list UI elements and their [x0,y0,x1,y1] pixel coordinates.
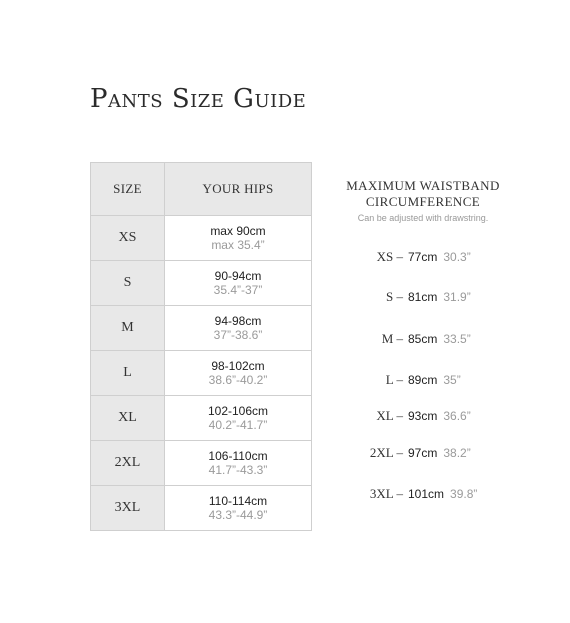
waistband-heading-line2: CIRCUMFERENCE [365,194,481,209]
waistband-item [330,373,480,387]
table-header-row [91,163,312,216]
waistband-heading [335,178,511,210]
waistband-in: 35” [443,373,461,387]
hips-in: 40.2”-41.7” [208,418,268,432]
waistband-cm: 97cm [408,446,438,460]
page-title: Pants Size Guide [90,84,307,114]
hips-cm: 110-114cm [208,494,268,508]
table-row [91,351,312,396]
hips-cm: 102-106cm [207,404,269,418]
waistband-cm: 93cm [408,409,438,423]
waistband-cm: 85cm [408,332,438,346]
size-cell: 3XL [91,486,165,531]
waistband-size: M – [381,331,403,346]
hips-cm: 106-110cm [208,449,268,463]
hips-in: 41.7”-43.3” [208,463,268,477]
hips-cell [165,216,312,261]
waistband-in: 33.5” [443,332,471,346]
hips-in: 35.4”-37” [213,283,263,297]
table-row [91,216,312,261]
hips-in: 38.6”-40.2” [208,373,268,387]
waistband-size: XS – [376,249,403,264]
waistband-note: Can be adjusted with drawstring. [357,213,489,223]
waistband-in: 38.2” [443,446,471,460]
table-row [91,396,312,441]
hips-cell [165,486,312,531]
waistband-heading-line1: MAXIMUM WAISTBAND [346,178,500,193]
hips-cell [165,351,312,396]
waistband-item [330,409,480,423]
waistband-size: 3XL – [369,486,403,501]
waistband-cm: 81cm [408,290,438,304]
size-column-header: SIZE [91,163,165,216]
waistband-in: 39.8” [450,487,478,501]
hips-cm: max 90cm [210,224,266,238]
table-row [91,306,312,351]
waistband-in: 31.9” [443,290,471,304]
table-row [91,486,312,531]
hips-size-table [90,162,312,531]
waistband-item [330,250,480,264]
table-row [91,261,312,306]
hips-cell [165,396,312,441]
hips-cm: 94-98cm [214,314,262,328]
hips-cell [165,261,312,306]
hips-cm: 90-94cm [214,269,262,283]
size-cell: XS [91,216,165,261]
hips-in: 43.3”-44.9” [208,508,268,522]
waistband-cm: 101cm [408,487,445,501]
waistband-item [330,332,480,346]
waistband-item [330,290,480,304]
hips-in: max 35.4” [211,238,265,252]
hips-cell [165,441,312,486]
size-cell: XL [91,396,165,441]
size-cell: M [91,306,165,351]
waistband-cm: 77cm [408,250,438,264]
waistband-item [330,446,480,460]
waistband-item [330,487,480,501]
size-cell: S [91,261,165,306]
size-cell: L [91,351,165,396]
waistband-size: 2XL – [369,445,403,460]
waistband-size: S – [386,289,403,304]
waistband-cm: 89cm [408,373,438,387]
waistband-size: L – [385,372,403,387]
waistband-size: XL – [376,408,403,423]
table-row [91,441,312,486]
hips-cell [165,306,312,351]
hips-in: 37”-38.6” [213,328,263,342]
waistband-in: 30.3” [443,250,471,264]
size-cell: 2XL [91,441,165,486]
hips-cm: 98-102cm [211,359,265,373]
hips-column-header: YOUR HIPS [165,163,312,216]
waistband-in: 36.6” [443,409,471,423]
